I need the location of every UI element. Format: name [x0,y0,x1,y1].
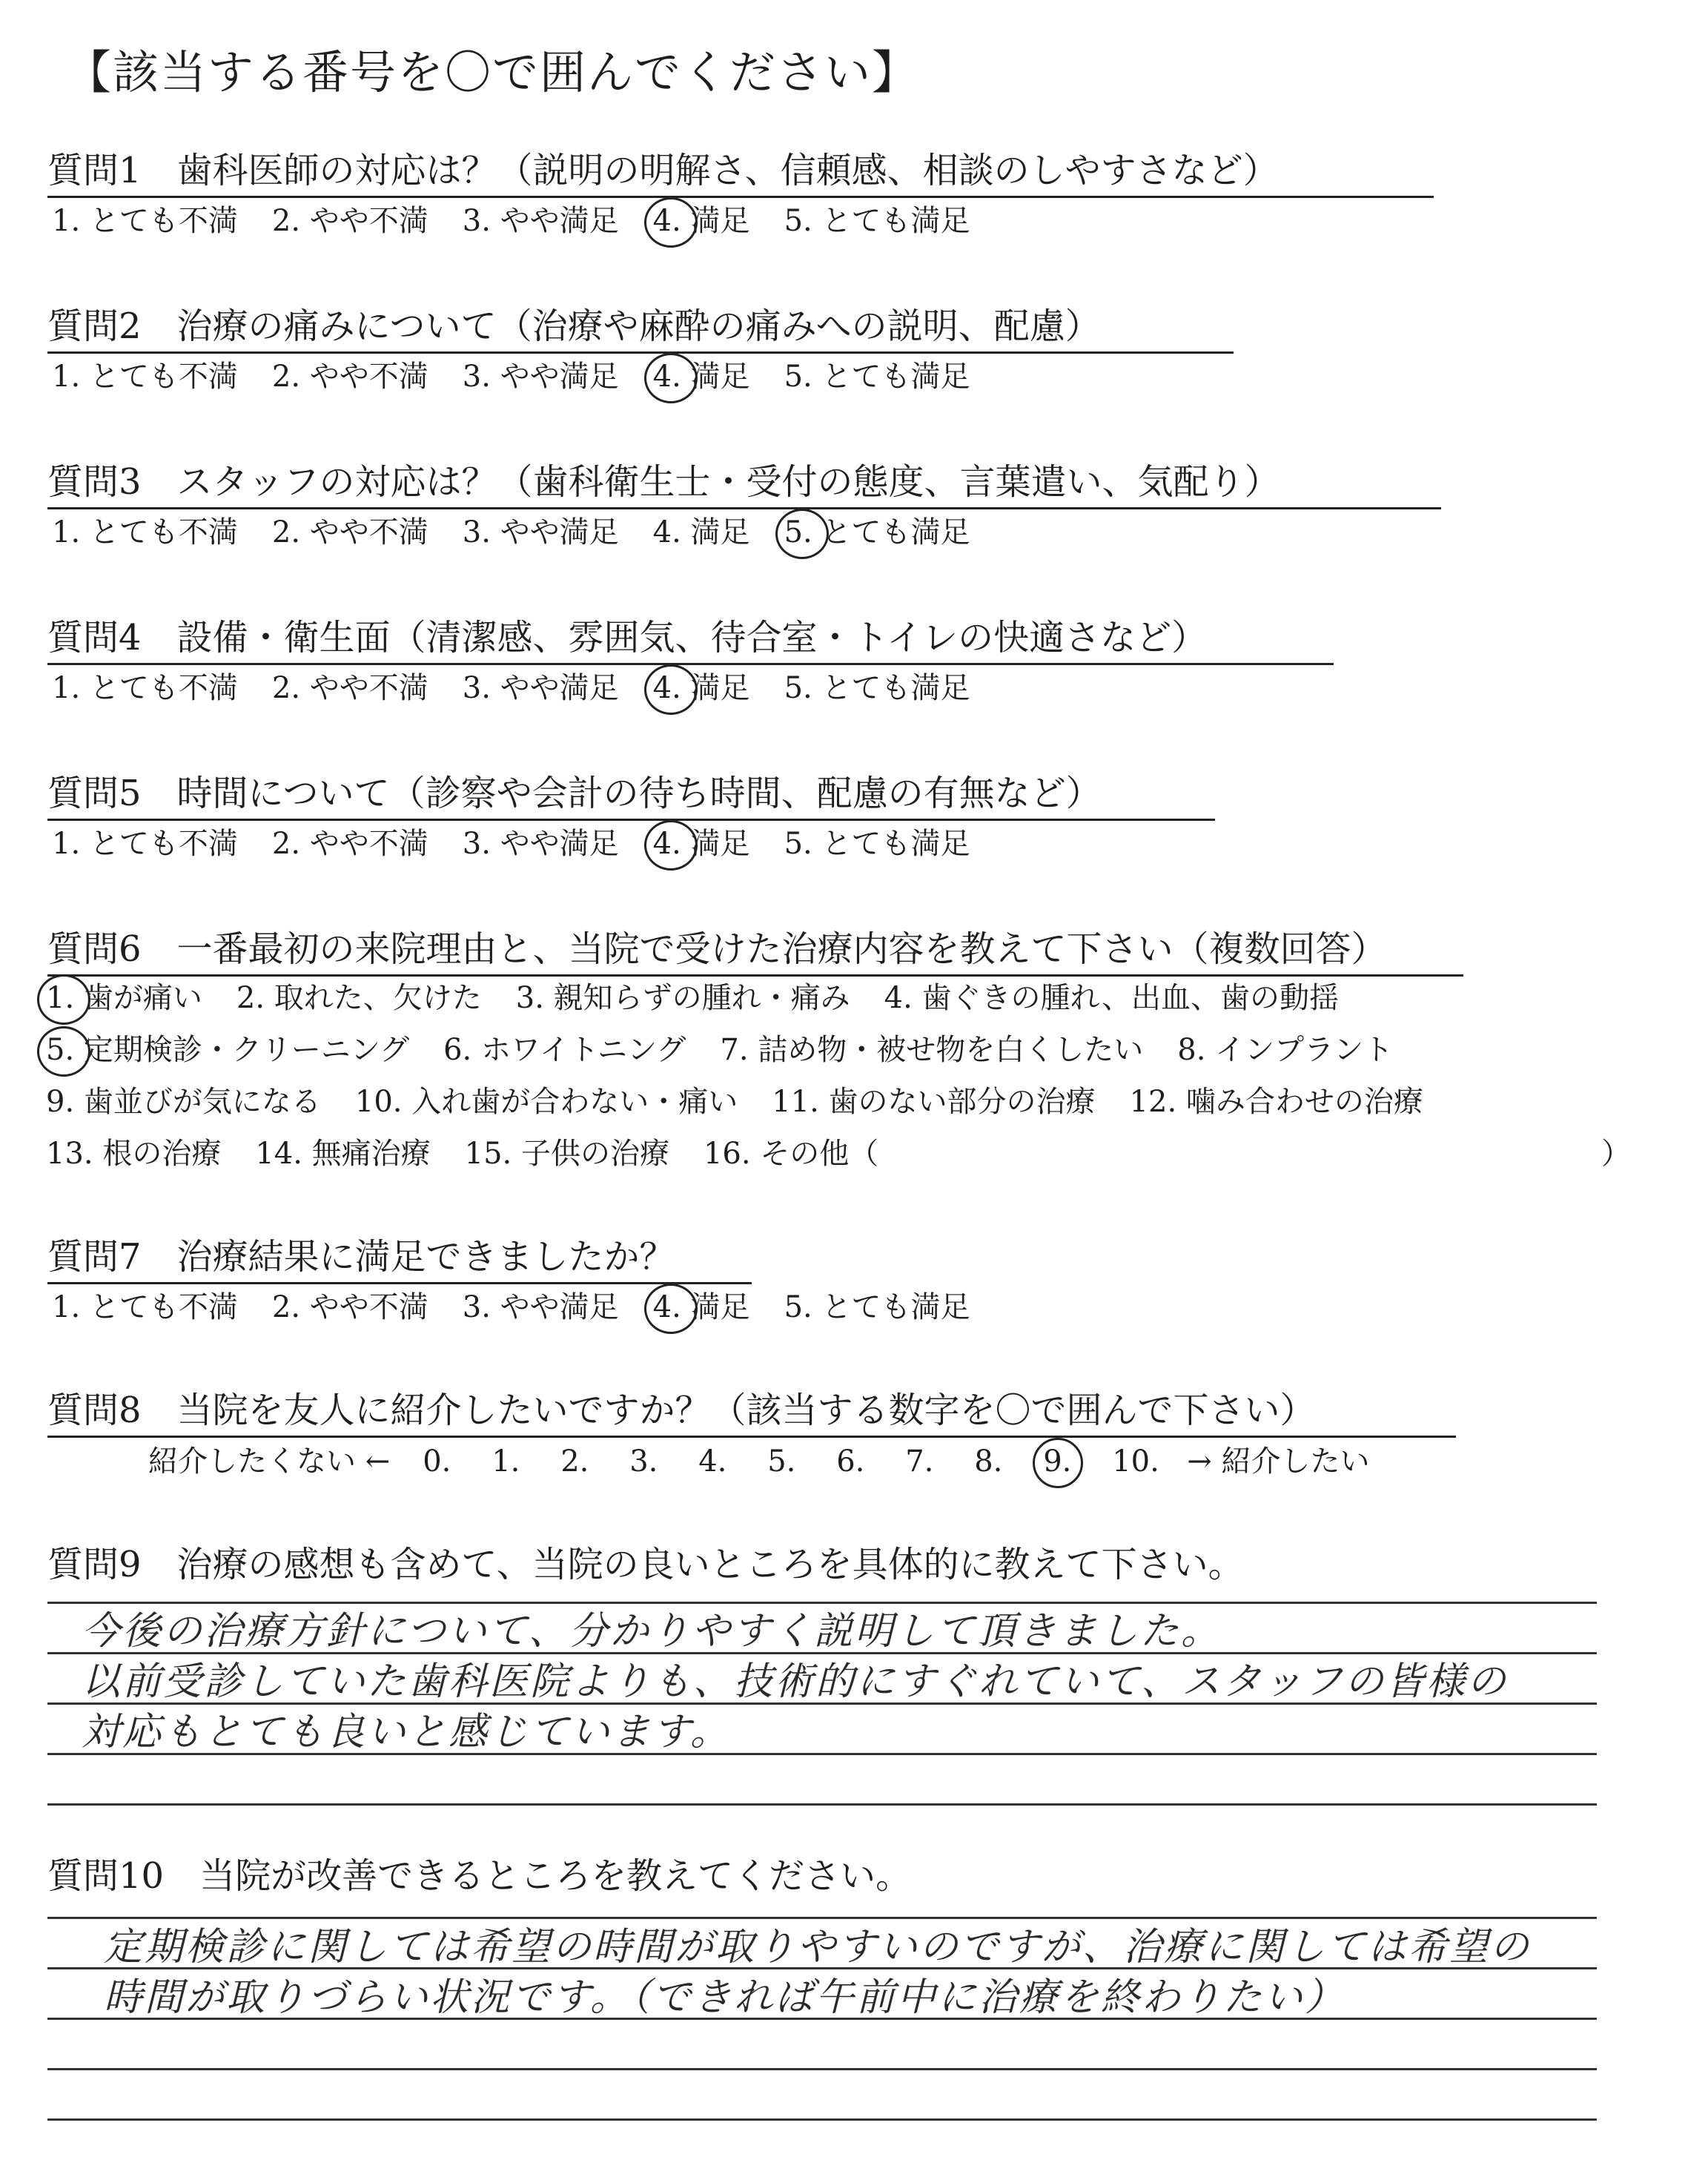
question-6-option[interactable]: 11. 歯のない部分の治療 [772,1085,1096,1119]
question-6-other-close: ） [1601,1137,1631,1171]
question-10-title: 質問10 当院が改善できるところを教えてください。 [47,1855,912,1897]
question-6-option[interactable]: 14. 無痛治療 [255,1137,431,1171]
question-7-title: 質問7 治療結果に満足できましたか？ [47,1235,752,1284]
question-7-option[interactable]: 5. とても満足 [784,1290,970,1324]
scale-right-label: → 紹介したい [1187,1444,1370,1479]
answer-rule-line [47,1602,1597,1604]
question-6-option[interactable]: 3. 親知らずの腫れ・痛み [515,981,850,1015]
question-3-option[interactable]: 2. やや不満 [271,515,428,549]
question-2-title: 質問2 治療の痛みについて（治療や麻酔の痛みへの説明、配慮） [47,304,1234,354]
question-1-title: 質問1 歯科医師の対応は？（説明の明解さ、信頼感、相談のしやすさなど） [47,148,1434,198]
question-2-option[interactable]: 2. やや不満 [271,360,428,394]
question-10-answer-line[interactable]: 時間が取りづらい状況です。（できれば午前中に治療を終わりたい） [104,1975,1345,2020]
question-1-option[interactable]: 3. やや満足 [462,204,619,238]
question-6-options-row [46,979,1373,1017]
question-6-option[interactable]: 15. 子供の治療 [464,1137,669,1171]
scale-number[interactable]: 7. [905,1444,934,1479]
question-6-option[interactable]: 2. 取れた、欠けた [236,981,482,1015]
scale-number[interactable]: 10. [1112,1444,1159,1479]
question-3-title: 質問3 スタッフの対応は？（歯科衛生士・受付の態度、言葉遣い、気配り） [47,460,1441,509]
question-6-option[interactable]: 6. ホワイトニング [443,1033,686,1067]
question-4-option[interactable]: 1. とても不満 [52,671,238,705]
question-1-options [52,202,1004,240]
question-7-option[interactable]: 2. やや不満 [271,1290,428,1324]
question-7-options [52,1288,1004,1327]
question-6-option[interactable]: 7. 詰め物・被せ物を白くしたい [720,1033,1144,1067]
question-5-option[interactable]: 1. とても不満 [52,827,238,861]
question-5-title: 質問5 時間について（診察や会計の待ち時間、配慮の有無など） [47,771,1215,821]
question-2-option[interactable]: 1. とても不満 [52,360,238,394]
question-6-option[interactable]: 13. 根の治療 [46,1137,222,1171]
question-6-option[interactable]: 5. 定期検診・クリーニング [46,1031,409,1069]
question-4-option[interactable]: 3. やや満足 [462,671,619,705]
question-7-option[interactable]: 4. 満足 [653,1288,750,1327]
scale-number[interactable]: 9. [1043,1442,1112,1481]
question-8-scale [148,1442,1369,1481]
page-heading: 【該当する番号を〇で囲んでください】 [65,45,920,99]
question-4-option[interactable]: 4. 満足 [653,669,750,707]
question-6-options-row [46,1083,1457,1121]
scale-number[interactable]: 0. [423,1444,451,1479]
question-6-option[interactable]: 8. インプラント [1177,1033,1394,1067]
question-6-option[interactable]: 12. 噛み合わせの治療 [1129,1085,1423,1119]
question-6-option[interactable]: 16. その他（ [703,1137,879,1171]
question-1-option[interactable]: 5. とても満足 [784,204,970,238]
question-1-option[interactable]: 2. やや不満 [271,204,428,238]
answer-rule-line [47,2118,1597,2121]
question-6-option[interactable]: 9. 歯並びが気になる [46,1085,321,1119]
question-2-option[interactable]: 4. 満足 [653,357,750,396]
question-9-title: 質問9 治療の感想も含めて、当院の良いところを具体的に教えて下さい。 [47,1544,1244,1585]
question-6-options-row [46,1135,913,1173]
scale-number[interactable]: 1. [491,1444,520,1479]
question-3-options [52,513,1004,552]
question-3-option[interactable]: 1. とても不満 [52,515,238,549]
question-6-option[interactable]: 1. 歯が痛い [46,979,202,1017]
scale-left-label: 紹介したくない ← [148,1444,391,1479]
question-4-title: 質問4 設備・衛生面（清潔感、雰囲気、待合室・トイレの快適さなど） [47,615,1334,665]
question-5-option[interactable]: 3. やや満足 [462,827,619,861]
question-9-answer-line[interactable]: 対応もとても良いと感じています。 [82,1710,731,1754]
question-4-options [52,669,1004,707]
question-2-option[interactable]: 5. とても満足 [784,360,970,394]
question-6-option[interactable]: 10. 入れ歯が合わない・痛い [354,1085,738,1119]
question-5-option[interactable]: 5. とても満足 [784,827,970,861]
scale-number[interactable]: 5. [767,1444,796,1479]
question-7-option[interactable]: 3. やや満足 [462,1290,619,1324]
question-3-option[interactable]: 3. やや満足 [462,515,619,549]
scale-number[interactable]: 6. [836,1444,865,1479]
question-9-answer-line[interactable]: 今後の治療方針について、分かりやすく説明して頂きました。 [82,1609,1222,1654]
question-1-option[interactable]: 1. とても不満 [52,204,238,238]
question-3-option[interactable]: 4. 満足 [652,515,750,549]
question-2-option[interactable]: 3. やや満足 [462,360,619,394]
question-4-option[interactable]: 2. やや不満 [271,671,428,705]
question-1-option[interactable]: 4. 満足 [653,202,750,240]
question-2-options [52,357,1004,396]
scale-number[interactable]: 3. [629,1444,658,1479]
scale-number[interactable]: 8. [974,1444,1003,1479]
question-8-title: 質問8 当院を友人に紹介したいですか？（該当する数字を〇で囲んで下さい） [47,1388,1456,1438]
question-6-title: 質問6 一番最初の来院理由と、当院で受けた治療内容を教えて下さい（複数回答） [47,927,1463,977]
answer-rule-line [47,1917,1597,1919]
question-5-options [52,825,1004,863]
question-7-option[interactable]: 1. とても不満 [52,1290,238,1324]
question-4-option[interactable]: 5. とても満足 [784,671,970,705]
question-9-answer-line[interactable]: 以前受診していた歯科医院よりも、技術的にすぐれていて、スタッフの皆様の [82,1659,1508,1704]
question-5-option[interactable]: 4. 満足 [653,825,750,863]
question-3-option[interactable]: 5. とても満足 [784,513,970,552]
answer-rule-line [47,2068,1597,2070]
scale-number[interactable]: 2. [560,1444,589,1479]
question-10-answer-line[interactable]: 定期検診に関しては希望の時間が取りやすいのですが、治療に関しては希望の [104,1925,1532,1969]
question-5-option[interactable]: 2. やや不満 [271,827,428,861]
question-6-options-row [46,1031,1427,1069]
scale-number[interactable]: 4. [698,1444,727,1479]
question-6-option[interactable]: 4. 歯ぐきの腫れ、出血、歯の動揺 [884,981,1339,1015]
answer-rule-line [47,1803,1597,1806]
